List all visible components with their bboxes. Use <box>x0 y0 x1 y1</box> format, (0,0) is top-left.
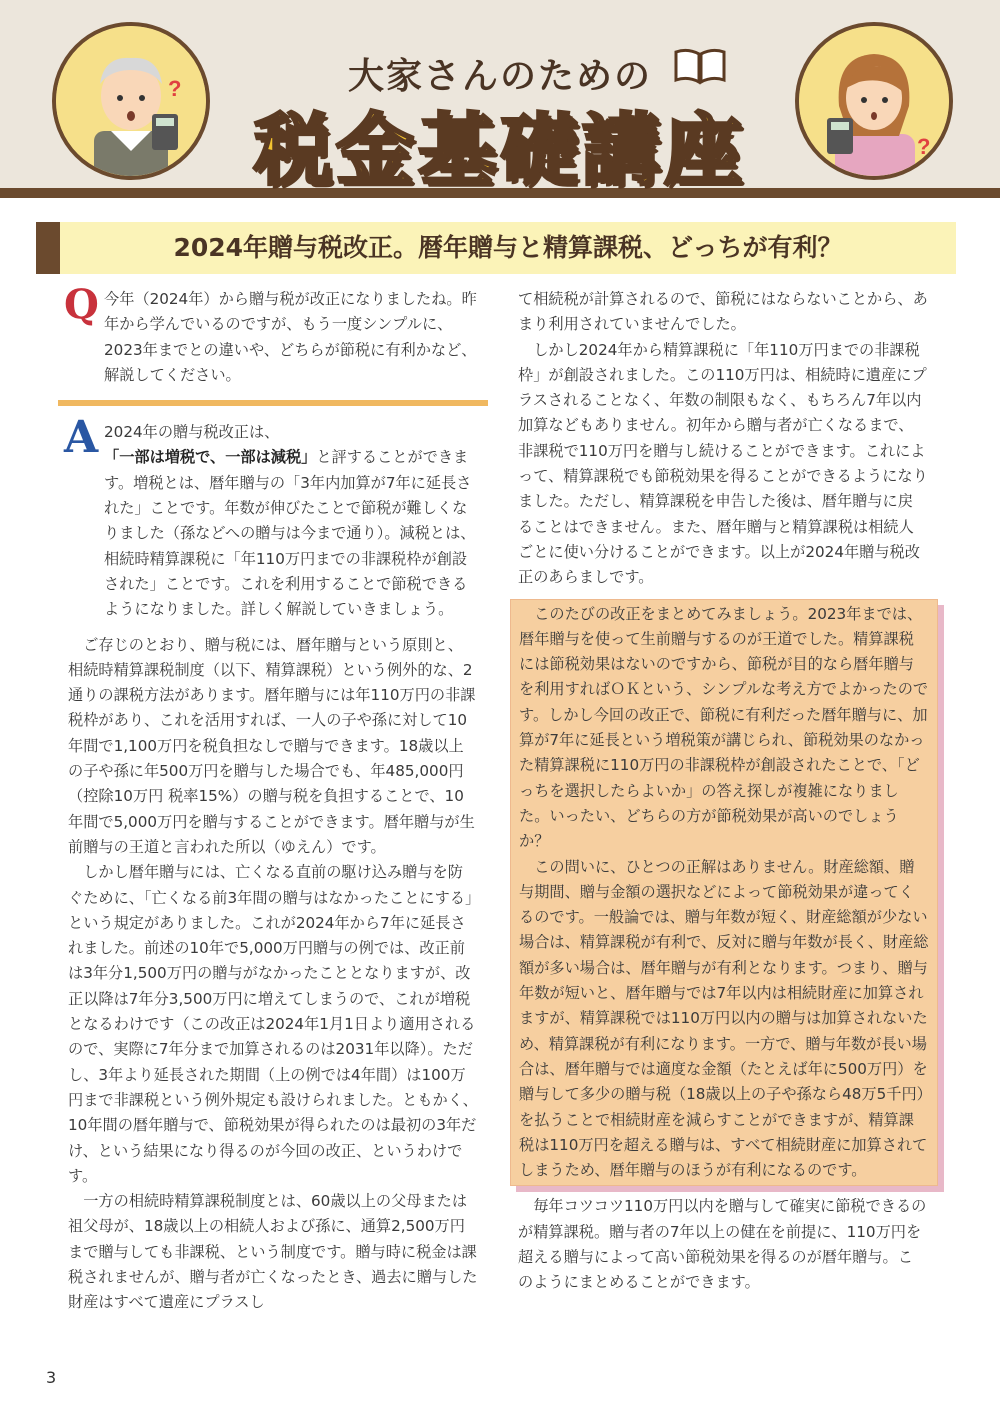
answer-intro-bold: 「一部は増税で、一部は減税」 <box>104 448 317 467</box>
qa-divider <box>58 400 488 406</box>
article-headline <box>36 222 956 274</box>
right-column <box>518 287 928 1296</box>
svg-text:?: ? <box>917 134 931 159</box>
body-paragraph-continued: て相続税が計算されるので、節税にはならないことから、あまり利用されていませんでした。 <box>518 290 928 334</box>
answer-intro-before: 2024年の贈与税改正は、 <box>104 423 280 442</box>
question-block <box>64 281 478 388</box>
summary-box <box>510 599 938 1187</box>
open-book-icon <box>672 46 728 86</box>
question-mark-q: Q <box>64 281 99 328</box>
answer-mark-a: A <box>64 412 99 464</box>
answer-block <box>64 412 478 622</box>
summary-paragraph: この問いに、ひとつの正解はありません。財産総額、贈与期間、贈与金額の選択などによって節税効果が違ってくるのです。一般論では、贈与年数が短く、財産総額が少ない場合は、精算課税が有利で、反対に贈与年数が長く、財産総額が多い場合は、暦年贈与が有利となります。つまり、贈与年数が短いと、暦年贈与では7年以内は相続財産に加算されますが、精算課税では110万円以内の贈与は加算されないため、精算課税が有利になります。一方で、贈与年数が長い場合は、暦年贈与では適度な金額（たとえば年に500万円）を贈与して多少の贈与税（18歳以上の子や孫なら48万5千円）を払うことで相続財産を減らすことができますが、精算課税は110万円を超える贈与は、すべて相続財産に加算されてしまうため、暦年贈与のほうが有利になるのです。 <box>519 857 929 1180</box>
main-title: 税金基礎講座 <box>253 106 746 196</box>
page-number: 3 <box>46 1368 57 1387</box>
closing-paragraph: 毎年コツコツ110万円以内を贈与して確実に節税できるのが精算課税。贈与者の7年以上の健在を前提に、110万円を超える贈与によって高い節税効果を得るのが暦年贈与。このようにまとめることができます。 <box>518 1197 927 1292</box>
question-text: 今年（2024年）から贈与税が改正になりましたね。昨年から学んでいるのですが、もう一度シンプルに、2023年までとの違いや、どちらが節税に有利かなど、解説してください。 <box>104 290 477 384</box>
series-title: 大家さんのための <box>347 56 652 97</box>
body-paragraph: 一方の相続時精算課税制度とは、60歳以上の父母または祖父母が、18歳以上の相続人および孫に、通算2,500万円まで贈与しても非課税、という制度です。贈与時に税金は課税されませんが、贈与者が亡くなったとき、過去に贈与した財産はすべて遺産にプラスし <box>68 1192 478 1312</box>
page-header <box>0 0 1000 198</box>
left-column <box>64 281 478 1316</box>
body-paragraph: しかし暦年贈与には、亡くなる直前の駆け込み贈与を防ぐために、「亡くなる前3年間の贈与はなかったことにする」という規定がありました。これが2024年から7年に延長されました。前述の10年で5,000万円贈与の例では、改正前は3年分1,500万円の贈与がなかったこととなりますが、改正以降は7年分3,500万円に増えてしまうので、これが増税となるわけです（この改正は2024年1月1日より適用されるので、実際に7年分まで加算されるのは2031年以降）。ただし、3年より延長された期間（上の例では4年間）は100万円まで非課税という例外規定も設けられました。ともかく、10年間の暦年贈与で、節税効果が得られたのは最初の3年だけ、という結果になり得るのが今回の改正、というわけです。 <box>68 863 478 1185</box>
summary-paragraph: このたびの改正をまとめてみましょう。2023年までは、暦年贈与を使って生前贈与するのが王道でした。精算課税には節税効果はないのですから、節税が目的なら暦年贈与を利用すればＯＫという、シンプルな考え方でよかったのです。しかし今回の改正で、節税に有利だった暦年贈与に、加算が7年に延長という増税策が講じられ、節税効果のなかった精算課税に110万円の非課税枠が創設されたことで、「どっちを選択したらよいか」の答え探しが複雑になりました。いったい、どちらの方が節税効果が高いのでしょうか？ <box>519 604 929 851</box>
svg-text:?: ? <box>168 76 182 101</box>
answer-intro-after: と評することができます。増税とは、暦年贈与の「3年内加算が7年に延長された」ことです。年数が伸びたことで節税が難しくなりました（孫などへの贈与は今まで通り）。減税とは、相続時精算課税に「年110万円までの非課税枠が創設された」ことです。これを利用することで節税できるようになりました。詳しく解説していきましょう。 <box>104 448 476 619</box>
woman-avatar-icon <box>795 22 953 180</box>
answer-intro <box>104 420 478 622</box>
headline-text: 2024年贈与税改正。暦年贈与と精算課税、どっちが有利？ <box>173 233 843 262</box>
body-paragraph: ご存じのとおり、贈与税には、暦年贈与という原則と、相続時精算課税制度（以下、精算課税）という例外的な、2通りの課税方法があります。暦年贈与には年110万円の非課税枠があり、これを活用すれば、一人の子や孫に対して10年間で1,100万円を税負担なしで贈与できます。18歳以上の子や孫に年500万円を贈与した場合でも、年485,000円（控除10万円 税率15%）の贈与税を負担することで、10年間で5,000万円を贈与することができます。暦年贈与が生前贈与の王道と言われた所以（ゆえん）です。 <box>68 635 476 856</box>
body-paragraph: しかし2024年から精算課税に「年110万円までの非課税枠」が創設されました。この110万円は、相続時に遺産にプラスされることなく、年数の制限もなく、もちろん7年以内加算などもありません。初年から贈与者が亡くなるまで、非課税で110万円を贈与し続けることができます。これによって、精算課税でも節税効果を得ることができるようになりました。ただし、精算課税を申告した後は、暦年贈与に戻ることはできません。また、暦年贈与と精算課税は相続人ごとに使い分けることができます。以上が2024年贈与税改正のあらましです。 <box>518 340 928 587</box>
